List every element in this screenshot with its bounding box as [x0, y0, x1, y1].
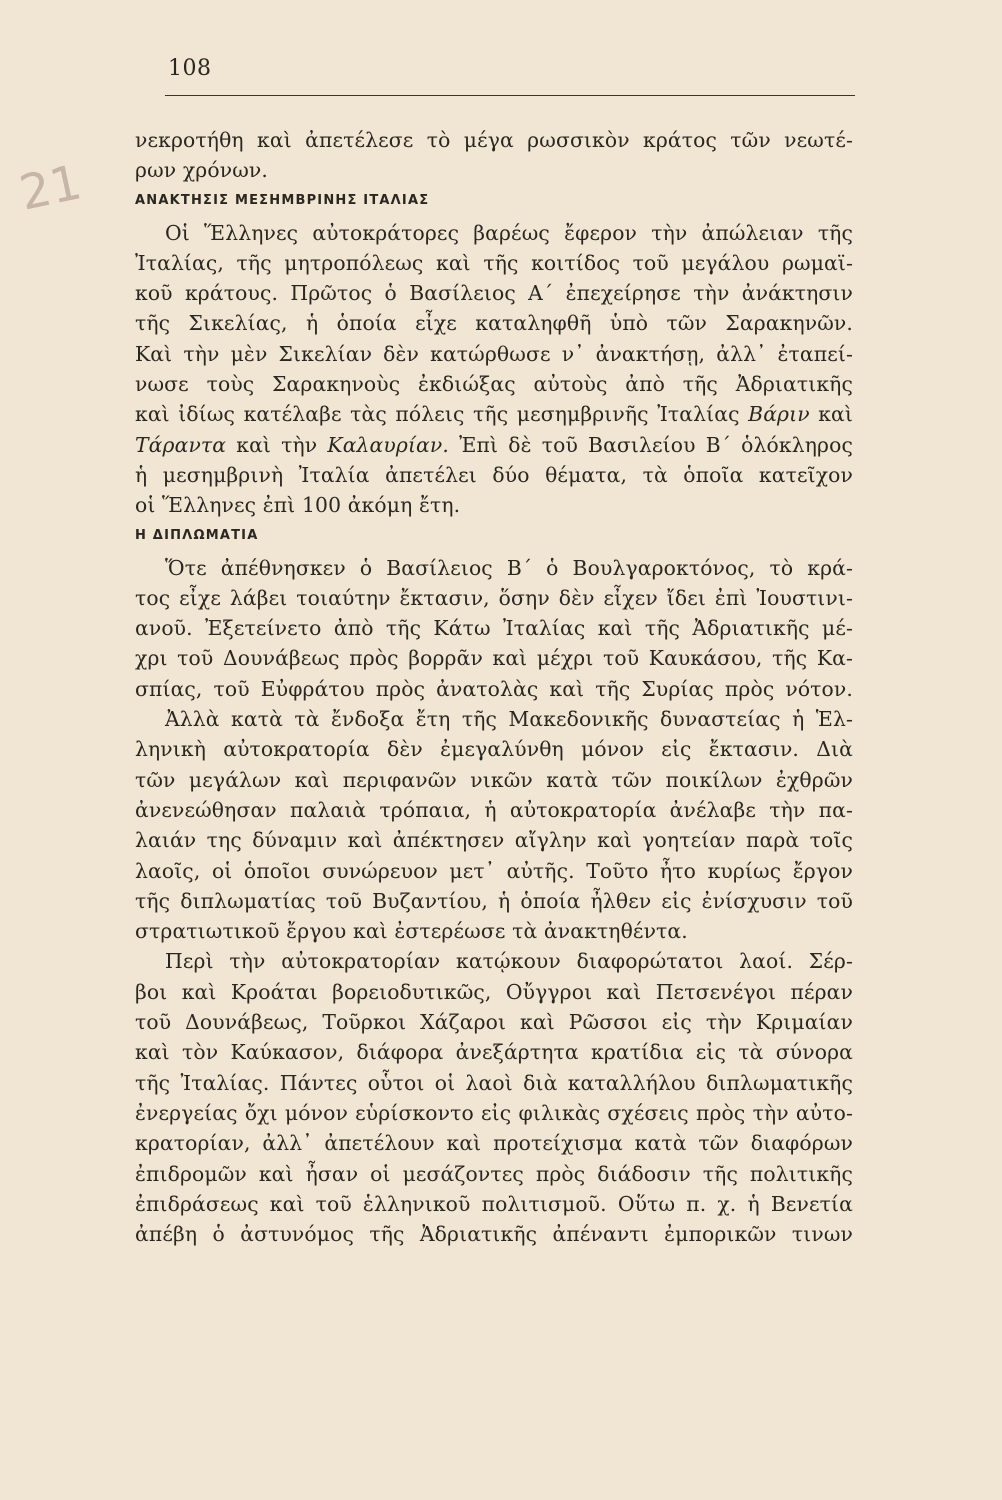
text-line: τῆς Σικελίας, ἡ ὁποία εἶχε καταληφθῆ ὑπὸ τῶν Σαρακηνῶν.: [135, 311, 853, 336]
text-line: Περὶ τὴν αὐτοκρατορίαν κατῴκουν διαφορώτατοι λαοί. Σέρ-: [165, 949, 853, 974]
text-run: καὶ ἰδίως κατέλαβε τὰς πόλεις τῆς μεσημβρινῆς Ἰταλίας: [135, 402, 740, 427]
text-line: οἱ Ἕλληνες ἐπὶ 100 ἀκόμη ἔτη.: [135, 493, 461, 518]
text-line: βοι καὶ Κροάται βορειοδυτικῶς, Οὔγγροι καὶ Πετσενέγοι πέραν: [135, 979, 853, 1004]
text-line: ἐπιδρομῶν καὶ ἦσαν οἱ μεσάζοντες πρὸς διάδοσιν τῆς πολιτικῆς: [135, 1161, 853, 1186]
text-line: Οἱ Ἕλληνες αὐτοκράτορες βαρέως ἔφερον τὴν ἀπώλειαν τῆς: [165, 220, 853, 245]
text-line: ρων χρόνων.: [135, 158, 268, 183]
italic-place-name: Καλαυρίαν.: [327, 432, 449, 457]
text-line: Ὅτε ἀπέθνησκεν ὁ Βασίλειος Β΄ ὁ Βουλγαροκτόνος, τὸ κρά-: [165, 555, 853, 580]
header-rule: [165, 95, 855, 96]
text-run: καὶ τὴν: [236, 432, 318, 457]
text-run: Ἐπὶ δὲ τοῦ Βασιλείου Β΄ ὁλόκληρος: [459, 432, 853, 457]
text-line: τοῦ Δουνάβεως, Τοῦρκοι Χάζαροι καὶ Ρῶσσοι εἰς τὴν Κριμαίαν: [135, 1010, 853, 1035]
text-line: σπίας, τοῦ Εὐφράτου πρὸς ἀνατολὰς καὶ τῆς Συρίας πρὸς νότον.: [135, 676, 853, 701]
text-line: [135, 430, 853, 460]
text-line: τῶν μεγάλων καὶ περιφανῶν νικῶν κατὰ τῶν ποικίλων ἐχθρῶν: [135, 767, 853, 792]
text-run: καὶ: [818, 402, 854, 427]
text-line: ἐνεργείας ὄχι μόνον εὑρίσκοντο εἰς φιλικὰς σχέσεις πρὸς τὴν αὐτο-: [135, 1100, 853, 1125]
text-line: τῆς διπλωματίας τοῦ Βυζαντίου, ἡ ὁποία ἦλθεν εἰς ἐνίσχυσιν τοῦ: [135, 888, 853, 913]
text-line: ἡ μεσημβρινὴ Ἰταλία ἀπετέλει δύο θέματα, τὰ ὁποῖα κατεῖχον: [135, 462, 853, 487]
text-line: ανοῦ. Ἐξετείνετο ἀπὸ τῆς Κάτω Ἰταλίας καὶ τῆς Ἀδριατικῆς μέ-: [135, 616, 853, 641]
text-line: κρατορίαν, ἀλλ᾽ ἀπετέλουν καὶ προτείχισμα κατὰ τῶν διαφόρων: [135, 1131, 853, 1156]
italic-place-name: Τάραντα: [135, 432, 227, 457]
italic-place-name: Βάριν: [748, 402, 810, 427]
text-line: στρατιωτικοῦ ἔργου καὶ ἐστερέωσε τὰ ἀνακτηθέντα.: [135, 919, 688, 944]
text-line: [135, 399, 853, 429]
section-heading-diplomacy: Η ΔΙΠΛΩΜΑΤΙΑ: [135, 527, 259, 543]
text-line: λαοῖς, οἱ ὁποῖοι συνώρευον μετ᾽ αὐτῆς. Τοῦτο ἦτο κυρίως ἔργον: [135, 858, 853, 883]
text-line: νεκροτήθη καὶ ἀπετέλεσε τὸ μέγα ρωσσικὸν κράτος τῶν νεωτέ-: [135, 128, 853, 152]
text-line: χρι τοῦ Δουνάβεως πρὸς βορρᾶν καὶ μέχρι τοῦ Καυκάσου, τῆς Κα-: [135, 646, 853, 671]
text-line: ἐπιδράσεως καὶ τοῦ ἑλληνικοῦ πολιτισμοῦ. Οὕτω π. χ. ἡ Βενετία: [135, 1191, 853, 1216]
text-line: τῆς Ἰταλίας. Πάντες οὗτοι οἱ λαοὶ διὰ καταλλήλου διπλωματικῆς: [135, 1070, 853, 1095]
text-line: λαιάν της δύναμιν καὶ ἀπέκτησεν αἴγλην καὶ γοητείαν παρὰ τοῖς: [135, 828, 853, 853]
text-line: τος εἶχε λάβει τοιαύτην ἔκτασιν, ὅσην δὲν εἶχεν ἴδει ἐπὶ Ἰουστινι-: [135, 585, 853, 610]
page-body: [135, 125, 853, 1249]
page-number: 108: [168, 56, 212, 81]
text-line: Ἰταλίας, τῆς μητροπόλεως καὶ τῆς κοιτίδος τοῦ μεγάλου ρωμαϊ-: [135, 250, 853, 275]
text-line: ἀπέβη ὁ ἀστυνόμος τῆς Ἀδριατικῆς ἀπέναντι ἐμπορικῶν τινων: [135, 1222, 853, 1247]
margin-pencil-note: 21: [14, 154, 87, 222]
text-line: ληνικὴ αὐτοκρατορία δὲν ἐμεγαλύνθη μόνον εἰς ἔκτασιν. Διὰ: [135, 737, 853, 762]
text-line: Ἀλλὰ κατὰ τὰ ἔνδοξα ἔτη τῆς Μακεδονικῆς δυναστείας ἡ Ἑλ-: [165, 707, 853, 732]
text-line: καὶ τὸν Καύκασον, διάφορα ἀνεξάρτητα κρατίδια εἰς τὰ σύνορα: [135, 1040, 853, 1065]
text-line: κοῦ κράτους. Πρῶτος ὁ Βασίλειος Α΄ ἐπεχείρησε τὴν ἀνάκτησιν: [135, 281, 853, 306]
section-heading-reconquest-italy: ΑΝΑΚΤΗΣΙΣ ΜΕΣΗΜΒΡΙΝΗΣ ΙΤΑΛΙΑΣ: [135, 192, 430, 208]
text-line: νωσε τοὺς Σαρακηνοὺς ἐκδιώξας αὐτοὺς ἀπὸ τῆς Ἀδριατικῆς: [135, 372, 853, 397]
text-line: ἀνενεώθησαν παλαιὰ τρόπαια, ἡ αὐτοκρατορία ἀνέλαβε τὴν πα-: [135, 797, 853, 822]
text-line: Καὶ τὴν μὲν Σικελίαν δὲν κατώρθωσε ν᾽ ἀνακτήσῃ, ἀλλ᾽ ἐταπεί-: [135, 341, 853, 366]
